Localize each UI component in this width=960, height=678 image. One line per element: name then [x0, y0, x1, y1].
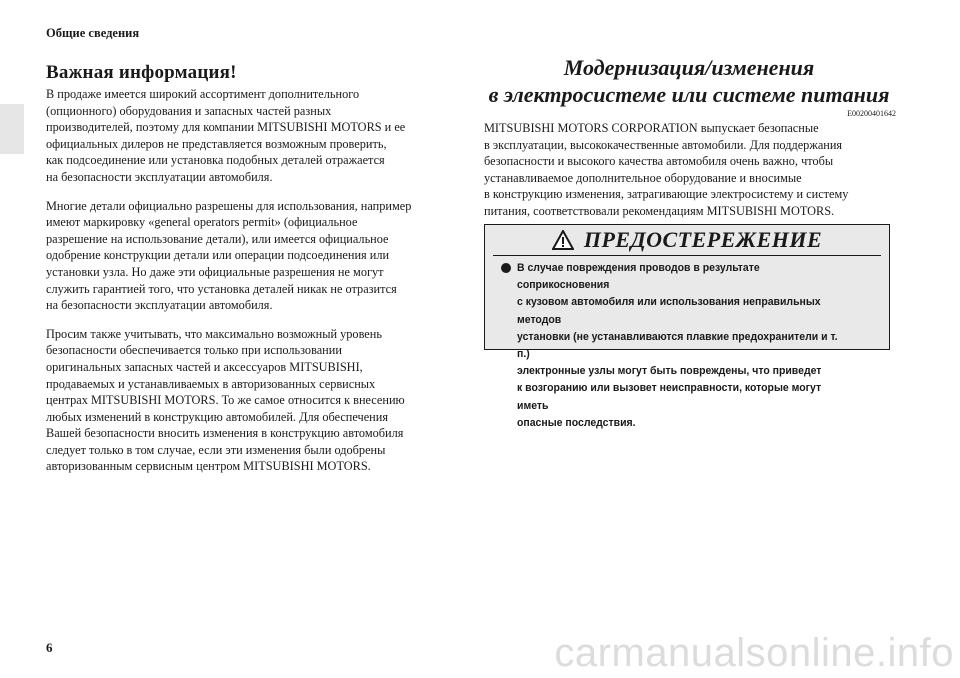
modifications-paragraph: MITSUBISHI MOTORS CORPORATION выпускает безопасные в эксплуатации, высококачественные автомобили. Для поддержания безопасности и высокого качества автомобиля очень важно, чтобы устанавливаемое дополнительное оборудование и вносимые в конструкцию изменения, затрагивающие электросистему и систему питания, соответствовали рекомендациям MITSUBISHI MOTORS. — [484, 121, 849, 218]
page-number: 6 — [46, 640, 53, 655]
warning-text: В случае повреждения проводов в результате соприкосновения с кузовом автомобиля или использования неправильных методов установки (не устанавливаются плавкие предохранители и т. п.) электронные узлы могут быть повреждены, что приведет к возгоранию или вызовет неисправности, которые могут иметь опасные последствия. — [517, 262, 838, 429]
section-tab-marker — [0, 104, 24, 154]
document-code: E00200401642 — [847, 109, 896, 118]
warning-header — [485, 225, 889, 255]
modifications-section — [484, 54, 894, 232]
important-info-section — [46, 62, 456, 487]
warning-body — [485, 256, 889, 432]
important-info-heading: Важная информация! — [46, 62, 237, 83]
original-parts-paragraph: Просим также учитывать, что максимально возможный уровень безопасности обеспечивается только при использовании оригинальных запасных частей и аксессуаров MITSUBISHI, продаваемых и устанавливаемых в авторизованных сервисных центрах MITSUBISHI MOTORS. То же самое относится к внесению любых изменений в конструкцию автомобилей. Для обеспечения Вашей безопасности вносить изменения в конструкцию автомобиля следует только в том случае, если эти изменения были одобрены авторизованным сервисным центром MITSUBISHI MOTORS. — [46, 326, 405, 474]
section-header: Общие сведения — [46, 26, 140, 40]
warning-box — [484, 224, 890, 429]
watermark: carmanualsonline.info — [554, 631, 954, 675]
modifications-title: Модернизация/изменения в электросистеме или системе питания — [488, 55, 890, 107]
warning-title: ПРЕДОСТЕРЕЖЕНИЕ — [583, 227, 823, 252]
intro-paragraph: В продаже имеется широкий ассортимент дополнительного (опционного) оборудования и запасных частей разных производителей, поэтому для компании MITSUBISHI MOTORS и ее официальных дилеров не представляется возможным проверить, как подсоединение или установка подобных деталей отражается на безопасности эксплуатации автомобиля. — [46, 87, 406, 184]
warning-triangle-icon — [552, 230, 574, 250]
permits-paragraph: Многие детали официально разрешены для использования, например имеют маркировку «general operators permit» (официальное разрешение на использование детали), или имеется официальное одобрение конструкции детали или операции подсоединения или установки узла. Но даже эти официальные разрешения не могут служить гарантией того, что установка деталей никак не отразится на безопасности эксплуатации автомобиля. — [46, 198, 412, 313]
bullet-icon — [501, 263, 511, 273]
